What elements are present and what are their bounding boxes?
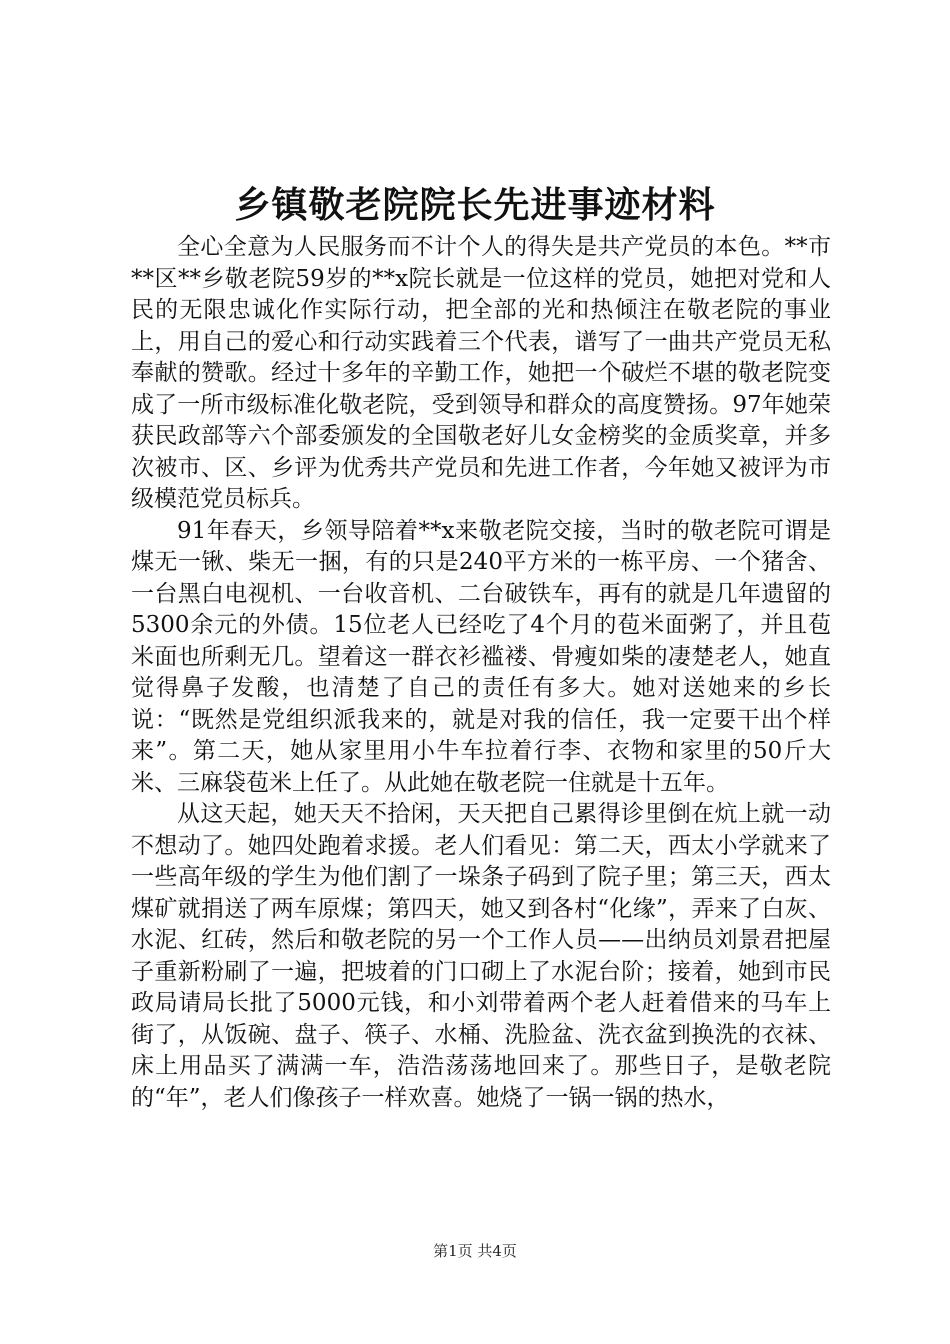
paragraph-2: 91年春天，乡领导陪着**x来敬老院交接，当时的敬老院可谓是煤无一锹、柴无一捆，有的只是240平方米的一栋平房、一个猪舍、一台黑白电视机、一台收音机、二台破铁车，再有的就是几年遗留的5300余元的外债。15位老人已经吃了4个月的苞米面粥了，并且苞米面也所剩无几。望着这一群衣衫褴褛、骨瘦如柴的凄楚老人，她直觉得鼻子发酸，也清楚了自己的责任有多大。她对送她来的乡长说：“既然是党组织派我来的，就是对我的信任，我一定要干出个样来”。第二天，她从家里用小牛车拉着行李、衣物和家里的50斤大米、三麻袋苞米上任了。从此她在敬老院一住就是十五年。 [131, 517, 831, 796]
document-body [131, 232, 831, 1114]
document-title: 乡镇敬老院院长先进事迹材料 [234, 184, 716, 226]
page-footer: 第1页 共4页 [433, 1242, 517, 1260]
paragraph-3: 从这天起，她天天不拾闲，天天把自己累得诊里倒在炕上就一动不想动了。她四处跑着求援。老人们看见：第二天，西太小学就来了一些高年级的学生为他们割了一垛条子码到了院子里；第三天，西太煤矿就捐送了两车原煤；第四天，她又到各村“化缘”，弄来了白灰、水泥、红砖，然后和敬老院的另一个工作人员——出纳员刘景君把屋子重新粉刷了一遍，把坡着的门口砌上了水泥台阶；接着，她到市民政局请局长批了5000元钱，和小刘带着两个老人赶着借来的马车上街了，从饭碗、盘子、筷子、水桶、洗脸盆、洗衣盆到换洗的衣袜、床上用品买了满满一车，浩浩荡荡地回来了。那些日子，是敬老院的“年”，老人们像孩子一样欢喜。她烧了一锅一锅的热水， [131, 801, 831, 1111]
paragraph-1: 全心全意为人民服务而不计个人的得失是共产党员的本色。**市**区**乡敬老院59岁的**x院长就是一位这样的党员，她把对党和人民的无限忠诚化作实际行动，把全部的光和热倾注在敬老院的事业上，用自己的爱心和行动实践着三个代表，谱写了一曲共产党员无私奉献的赞歌。经过十多年的辛勤工作，她把一个破烂不堪的敬老院变成了一所市级标准化敬老院，受到领导和群众的高度赞扬。97年她荣获民政部等六个部委颁发的全国敬老好儿女金榜奖的金质奖章，并多次被市、区、乡评为优秀共产党员和先进工作者，今年她又被评为市级模范党员标兵。 [131, 234, 831, 512]
